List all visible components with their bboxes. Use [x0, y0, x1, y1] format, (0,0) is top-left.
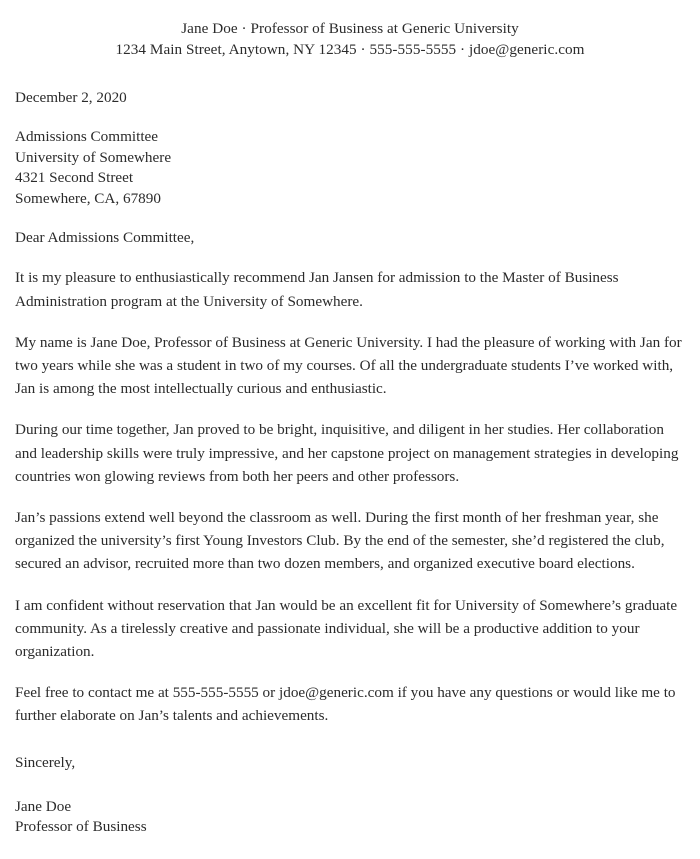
body-paragraph: Jan’s passions extend well beyond the classroom as well. During the first month of her freshman year, she organized the university’s first Young Investors Club. By the end of the semester, she’d registered the club, secured an advisor, recruited more than two dozen members, and organized executive board elections.: [15, 509, 665, 573]
letterhead: [0, 0, 700, 60]
closing: Sincerely,: [15, 753, 76, 771]
inside-address: [15, 127, 684, 209]
inside-address-line: 4321 Second Street: [15, 169, 134, 187]
body-paragraph: I am confident without reservation that Jan would be an excellent fit for University of Somewhere’s graduate community. As a tirelessly creative and passionate individual, she will be a productive addition to your organization.: [15, 596, 678, 661]
body-paragraph: During our time together, Jan proved to be bright, inquisitive, and diligent in her studies. Her collaboration and leadership skills were truly impressive, and her capstone project on management strategies in developing countries won glowing reviews from both her peers and other professors.: [15, 421, 679, 485]
body-paragraph: Feel free to contact me at 555-555-5555 or jdoe@generic.com if you have any questions or would like me to further elaborate on Jan’s talents and achievements.: [15, 684, 676, 725]
letter-body: [0, 88, 700, 838]
inside-address-line: Admissions Committee: [15, 128, 159, 145]
inside-address-line: Somewhere, CA, 67890: [15, 189, 161, 207]
signer-title: Professor of Business: [15, 818, 147, 836]
letterhead-name-title: Jane Doe · Professor of Business at Generic University: [181, 20, 519, 37]
body-paragraph: It is my pleasure to enthusiastically recommend Jan Jansen for admission to the Master of Business Administration program at the University of Somewhere.: [15, 269, 619, 310]
signer-name: Jane Doe: [15, 797, 72, 815]
body-paragraph: My name is Jane Doe, Professor of Business at Generic University. I had the pleasure of working with Jan for two years while she was a student in two of my courses. Of all the undergraduate students I’ve worked with, Jan is among the most intellectually curious and enthusiastic.: [15, 333, 682, 398]
dateline: December 2, 2020: [15, 89, 127, 106]
salutation: Dear Admissions Committee,: [15, 229, 195, 247]
signature-block: [15, 797, 684, 838]
letterhead-contact: 1234 Main Street, Anytown, NY 12345 · 555-555-5555 · jdoe@generic.com: [115, 40, 585, 58]
inside-address-line: University of Somewhere: [15, 148, 172, 166]
